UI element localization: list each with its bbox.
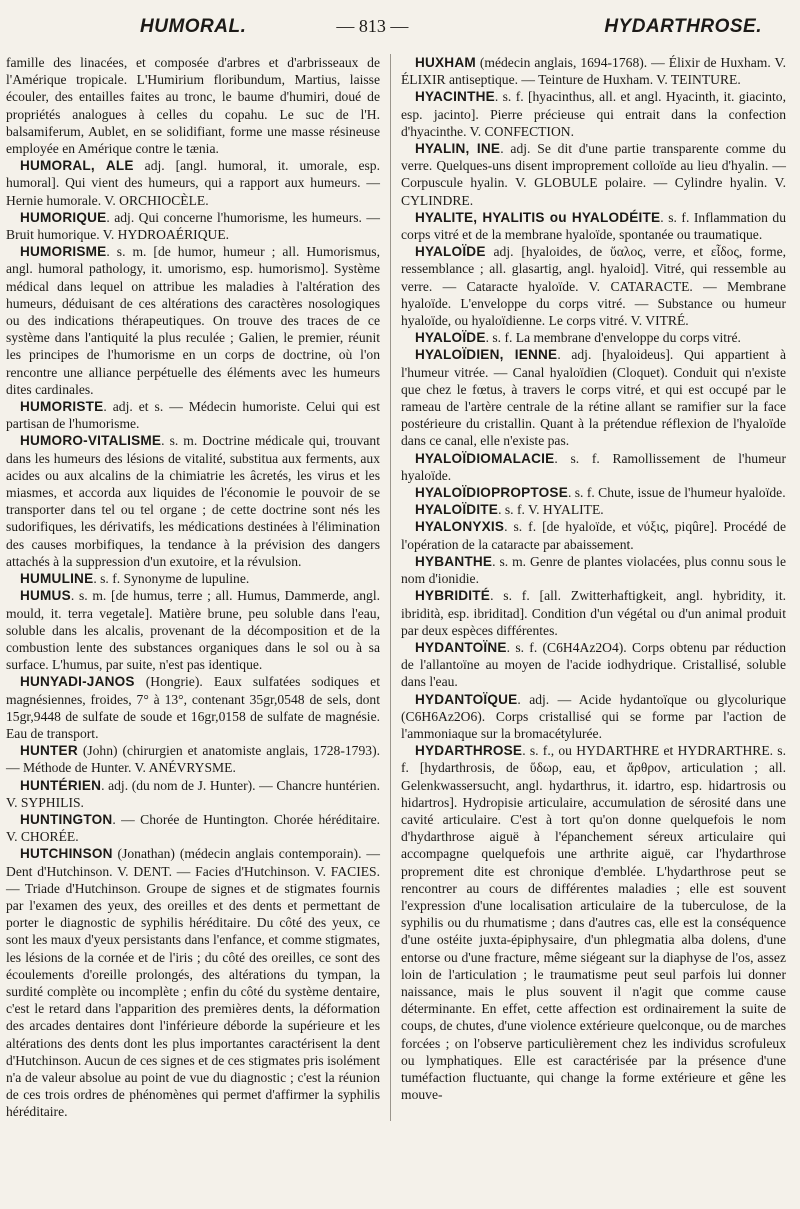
entry-headword: HUXHAM xyxy=(415,55,476,70)
entry-headword: HYALOÏDE xyxy=(415,244,486,260)
running-header xyxy=(6,16,786,54)
entry-definition: . s. f. V. HYALITE. xyxy=(498,502,604,518)
entry-definition: (médecin anglais, 1694-1768). — Élixir de Huxham. V. ÉLIXIR antiseptique. — Teinture de Huxham. V. TEINTURE. xyxy=(401,55,786,88)
dictionary-entry xyxy=(6,570,380,587)
entry-definition: . s. f. Inflammation du corps vitré et de la membrane hyaloïde, spontanée ou traumatique. xyxy=(401,209,786,243)
entry-headword: HUNTÉRIEN xyxy=(20,777,102,793)
entry-headword: HUMORIQUE xyxy=(20,209,107,225)
entry-headword: HUMULINE xyxy=(20,571,94,587)
entry-definition: . adj. Qui concerne l'humorisme, les humeurs. — Bruit humorique. V. HYDROAÉRIQUE. xyxy=(6,209,380,243)
entry-definition: . s. f. Synonyme de lupuline. xyxy=(93,571,250,587)
entry-headword: HYDARTHROSE xyxy=(415,743,523,759)
entry-headword: HYALOÏDE xyxy=(415,330,486,346)
dictionary-entry xyxy=(401,742,786,1103)
entry-definition: . adj. Se dit d'une partie transparente comme du verre. Quelques-uns disent improprement colloïde au lieu d'hyalin. — Corpuscule hyalin. V. GLOBULE polaire. — Cylindre hyalin. V. CYLINDRE. xyxy=(401,141,787,208)
dictionary-entry xyxy=(6,432,380,570)
dictionary-entry xyxy=(401,54,786,88)
entry-definition: . s. f., ou HYDARTHRE et HYDRARTHRE. s. f. [hydarthrosis, de ὕδωρ, eau, et ἄρθρον, articulation ; all. Gelenkwassersucht, angl. hydarthrus, it. idartro, esp. hidartrosis ou hidartros]. Hydropisie articulaire, accumulation de sérosité dans une cavité articulaire. C'est à tort qu'on donne quelquefois le nom d'hydarthrose aiguë à l'épanchement séreux articulaire qui accompagne quelquefois une arthrite aiguë, car l'hydarthrose proprement dite est chronique d'emblée. L'hydarthrose peut se rencontrer au cours de différentes maladies ; elle est souvent l'expression d'une localisation articulaire de la tuberculose, de la syphilis ou du rhumatisme ; dans d'autres cas, elle est la conséquence d'une ostéite juxta-épiphysaire, d'un phlegmatia alba dolens, d'une entorse ou d'une fracture, même siégeant sur la diaphyse de l'os, assez loin de l'articulation ; le traumatisme peut seul parfois lui donner naissance, mais le plus souvent il n'agit que comme cause déterminante. En effet, cette affection est ordinairement la suite de coups, de chutes, d'une violence extérieure quelconque, ou de marches forcées ; on l'observe particulièrement chez les individus scrofuleux ou lymphatiques. Elle est caractérisée par la présence d'une tuméfaction fluctuante, qui change la forme extérieure et gêne les mouve- xyxy=(401,743,786,1103)
entry-definition: (Hongrie). Eaux sulfatées sodiques et magnésiennes, froides, 7° à 13°, contenant 35gr,0548 de sels, dont 15gr,9448 de sulfate de soude et 16gr,0158 de sulfate de magnésie. Eau de transport. xyxy=(6,674,380,741)
dictionary-entry xyxy=(6,673,380,742)
dictionary-entry xyxy=(401,639,786,691)
dictionary-entry xyxy=(401,450,786,484)
two-column-body xyxy=(6,54,786,1121)
entry-definition: . adj. [hyaloideus]. Qui appartient à l'humeur vitrée. — Canal hyaloïdien (Cloquet). Conduit qui n'existe que chez le fœtus, à travers le corps vitré, et qui est occupé par le rameau de l'artère centrale de la rétine allant se ramifier sur la face postérieure du cristallin. Quant à la prétendue réflexion de l'hyaloïde dans ce canal, elle n'existe pas. xyxy=(401,347,786,449)
entry-headword: HYALOÏDIOPROPTOSE xyxy=(415,485,568,501)
entry-definition: . adj. — Acide hydantoïque ou glycolurique (C6H6Az2O6). Corps cristallisé qui se forme par l'action de l'ammoniaque sur la bromacétylurée. xyxy=(401,691,786,741)
dictionary-entry xyxy=(6,209,380,243)
entry-headword: HUMUS xyxy=(20,588,71,604)
dictionary-entry xyxy=(6,811,380,845)
entry-definition: . s. f. [de hyaloïde, et νύξις, piqûre]. Procédé de l'opération de la cataracte par abaissement. xyxy=(401,519,786,552)
dictionary-entry xyxy=(6,398,380,432)
entry-headword: HUMORAL, ALE xyxy=(20,158,134,174)
entry-definition: . — Chorée de Huntington. Chorée héréditaire. V. CHORÉE. xyxy=(6,811,380,845)
entry-headword: HUMORISME xyxy=(20,244,107,260)
entry-headword: HYALOÏDIOMALACIE xyxy=(415,450,555,466)
entry-headword: HYDANTOÏQUE xyxy=(415,691,518,707)
entry-definition: (Jonathan) (médecin anglais contemporain). — Dent d'Hutchinson. V. DENT. — Facies d'Hutchinson. V. FACIES. — Triade d'Hutchinson. Groupe de signes et de stigmates fournis par l'examen des yeux, des oreilles et des dents et permettant de porter le diagnostic de syphilis héréditaire. Du côté des yeux, ce sont les maux d'yeux persistants dans l'enfance, et comme stigmates, les lésions de la cornée et de l'iris ; du côté des oreilles, ce sont des écoulements d'oreille prolongés, des altérations du tympan, la surdité complète ou incomplète ; enfin du côté du système dentaire, c'est le retard dans l'apparition des premières dents, la déformation des arcades dentaires dont l'inférieure déborde la supérieure et les altérations des dents dont les plus importantes caractérisent la dent d'Hutchinson. Aucun de ces signes et de ces stigmates pris isolément n'a de valeur absolue au point de vue du diagnostic ; c'est la réunion de ces trois ordres de phénomènes qui permet d'affirmer la syphilis héréditaire. xyxy=(6,846,380,1120)
entry-headword: HUNTER xyxy=(20,743,78,759)
dictionary-entry xyxy=(401,140,786,209)
entry-definition: . s. f. [all. Zwitterhaftigkeit, angl. hybridity, it. ibridità, esp. ibriditad]. Condition d'un végétal ou d'un animal produit par deux espèces différentes. xyxy=(401,588,786,638)
dictionary-entry xyxy=(401,329,786,346)
dictionary-entry xyxy=(6,54,380,157)
dictionary-entry xyxy=(401,691,786,743)
dictionary-entry xyxy=(401,209,786,243)
entry-definition: . adj. (du nom de J. Hunter). — Chancre huntérien. V. SYPHILIS. xyxy=(6,777,380,810)
dictionary-entry xyxy=(401,243,786,329)
entry-definition: . s. f. [hyacinthus, all. et angl. Hyacinth, it. giacinto, esp. jacinto]. Pierre précieuse qui entrait dans la confection d'hyacinthe. V. CONFECTION. xyxy=(401,89,786,139)
entry-headword: HYBRIDITÉ xyxy=(415,588,491,604)
entry-headword: HUMORO-VITALISME xyxy=(20,433,162,449)
dictionary-entry xyxy=(401,501,786,518)
dictionary-entry xyxy=(401,88,786,140)
entry-headword: HYALITE, HYALITIS ou HYALODÉITE xyxy=(415,209,661,225)
dictionary-entry xyxy=(6,243,380,398)
dictionary-entry xyxy=(401,587,786,639)
entry-definition: . s. m. [de humor, humeur ; all. Humorismus, angl. humoral pathology, it. umorismo, esp. humorismo]. Système médical dans lequel on attribue les maladies à l'altération des humeurs, déduisant de ces altérations des caractères nosologiques ou des indications thérapeutiques. On trouve des traces de ce système dans l'antiquité la plus reculée ; Galien, le premier, réunit les principes de l'humorisme en un corps de doctrine, où l'on rencontre une alliance perpétuelle des éléments avec les humeurs dites cardinales. xyxy=(6,244,380,397)
dictionary-entry xyxy=(6,742,380,776)
dictionary-entry xyxy=(6,777,380,811)
entry-headword: HYACINTHE xyxy=(415,89,495,105)
entry-definition: famille des linacées, et composée d'arbres et d'arbrisseaux de l'Amérique tropicale. L'Humirium floribundum, Martius, laisse écouler, des entailles faites au tronc, le baume d'humiri, doué de propriétés analogues à celles du copahu. Le suc de l'H. balsamiferum, Aublet, en se solidifiant, forme une masse résineuse employée en Amérique contre le tænia. xyxy=(6,55,380,157)
right-column xyxy=(391,54,786,1121)
entry-definition: adj. [angl. humoral, it. umorale, esp. humoral]. Qui vient des humeurs, qui a rapport aux humeurs. — Hernie humorale. V. ORCHIOCÈLE. xyxy=(6,158,380,208)
entry-definition: adj. [hyaloides, de ὕαλος, verre, et εἶδος, forme, ressemblance ; all. glasartig, angl. hyaloid]. Vitré, qui ressemble au verre. — Cataracte hyaloïde. V. CATARACTE. — Membrane hyaloïde. L'enveloppe du corps vitré. — Substance ou humeur hyaloïde, ou hyaloïdienne. Le corps vitré. V. VITRÉ. xyxy=(401,244,786,329)
entry-definition: . s. f. La membrane d'enveloppe du corps vitré. xyxy=(485,330,741,346)
entry-headword: HUMORISTE xyxy=(20,399,104,415)
left-column xyxy=(6,54,391,1121)
dictionary-entry xyxy=(401,346,786,449)
entry-headword: HUNTINGTON xyxy=(20,811,113,827)
entry-headword: HYDANTOÏNE xyxy=(415,639,507,655)
entry-headword: HYALOÏDIEN, IENNE xyxy=(415,347,558,363)
entry-definition: . s. f. (C6H4Az2O4). Corps obtenu par réduction de l'allantoïne au moyen de l'acide iodhydrique. Cristallisé, soluble dans l'eau. xyxy=(401,639,786,690)
entry-headword: HYALIN, INE xyxy=(415,141,501,157)
entry-headword: HUTCHINSON xyxy=(20,846,113,862)
entry-definition: . s. m. Doctrine médicale qui, trouvant dans les humeurs des lésions de vitalité, substitua aux ferments, aux acides ou aux alcalins de la chimiatrie les âcretés, les virus et les miasmes, et accorda aux liquides de l'économie le pouvoir de se transporter dans tel ou tel organe ; de cette doctrine sont nés les sudorifiques, les dérivatifs, les médications destinées à l'élimination des causes morbifiques, la tendance à la prévision des dangers attachés à la suppression d'un exutoire, et la révulsion. xyxy=(6,433,380,569)
header-left-word: HUMORAL. xyxy=(140,16,247,37)
entry-headword: HYALOÏDITE xyxy=(415,502,499,518)
entry-headword: HYBANTHE xyxy=(415,553,493,569)
dictionary-entry xyxy=(401,484,786,501)
entry-headword: HUNYADI-JANOS xyxy=(20,674,135,690)
entry-definition: . s. m. [de humus, terre ; all. Humus, Dammerde, angl. mould, it. terra vegetale]. Matière brune, peu soluble dans l'eau, soluble dans les alcalis, provenant de la décomposition et de la combustion lente des substances organiques dans le sol ou à sa surface. L'humus, par suite, n'est pas identique. xyxy=(6,588,380,673)
dictionary-entry xyxy=(6,587,380,673)
entry-definition: . s. f. Ramollissement de l'humeur hyaloïde. xyxy=(401,450,786,483)
entry-definition: . s. m. Genre de plantes violacées, plus connu sous le nom d'ionidie. xyxy=(401,553,786,587)
dictionary-entry xyxy=(401,518,786,552)
dictionary-entry xyxy=(401,553,786,587)
page-number: — 813 — xyxy=(336,16,409,36)
dictionary-entry xyxy=(6,157,380,209)
entry-definition: . adj. et s. — Médecin humoriste. Celui qui est partisan de l'humorisme. xyxy=(6,399,380,432)
entry-definition: (John) (chirurgien et anatomiste anglais, 1728-1793). — Méthode de Hunter. V. ANÉVRYSME. xyxy=(6,743,380,776)
entry-headword: HYALONYXIS xyxy=(415,519,505,535)
dictionary-entry xyxy=(6,845,380,1120)
header-right-word: HYDARTHROSE. xyxy=(604,16,762,37)
entry-definition: . s. f. Chute, issue de l'humeur hyaloïde. xyxy=(567,485,786,501)
